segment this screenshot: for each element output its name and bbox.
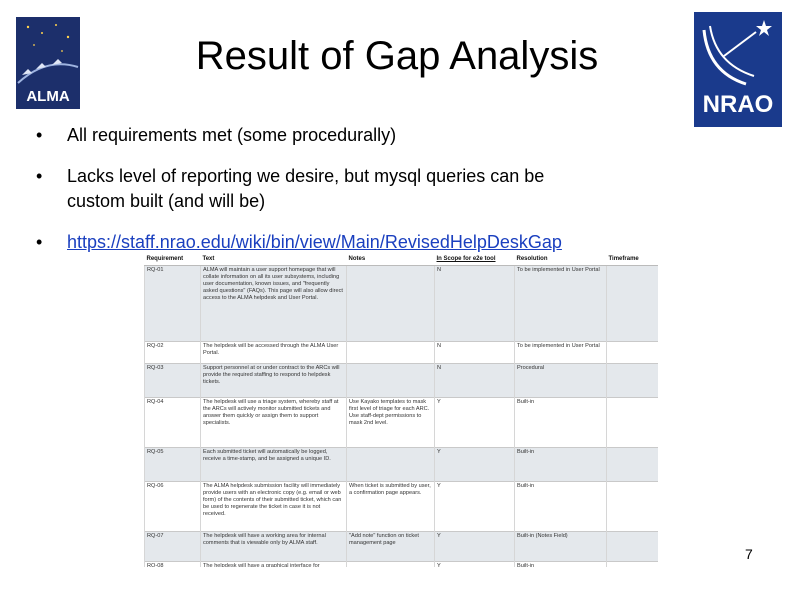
table-cell: Built-in xyxy=(515,482,607,532)
table-row xyxy=(145,342,659,364)
table-cell xyxy=(347,342,435,364)
bullet-2-text-line2: custom built (and will be) xyxy=(67,191,266,211)
table-cell: RQ-06 xyxy=(145,482,201,532)
table-cell: The helpdesk will have a graphical interface for xyxy=(201,562,347,568)
table-cell: When ticket is submitted by user, a confirmation page appears. xyxy=(347,482,435,532)
table-cell: Built-in xyxy=(515,398,607,448)
table-row xyxy=(145,532,659,562)
table-cell: RQ-01 xyxy=(145,266,201,342)
table-cell: The helpdesk will use a triage system, whereby staff at the ARCs will actively monitor submitted tickets and answer them quickly or assign them to support specialists. xyxy=(201,398,347,448)
gap-analysis-link[interactable]: https://staff.nrao.edu/wiki/bin/view/Main/RevisedHelpDeskGap xyxy=(67,232,562,252)
table-cell xyxy=(607,562,659,568)
bullet-1-text: All requirements met (some procedurally) xyxy=(67,125,397,145)
bullet-2-text: Lacks level of reporting we desire, but mysql queries can be xyxy=(67,166,545,186)
table-cell: N xyxy=(435,342,515,364)
gap-analysis-table xyxy=(144,254,658,567)
column-header: In Scope for e2e tool xyxy=(435,254,515,266)
table-row xyxy=(145,562,659,568)
alma-logo-text: ALMA xyxy=(26,88,70,105)
table-cell: Procedural xyxy=(515,364,607,398)
table-cell: RQ-04 xyxy=(145,398,201,448)
bullet-dot: • xyxy=(36,166,43,186)
table-cell xyxy=(607,364,659,398)
table-cell: To be implemented in User Portal xyxy=(515,342,607,364)
page-number: 7 xyxy=(745,546,753,562)
slide-title: Result of Gap Analysis xyxy=(195,34,599,78)
table-cell: RQ-05 xyxy=(145,448,201,482)
table-cell: To be implemented in User Portal xyxy=(515,266,607,342)
table-cell: Use Kayako templates to mask first level of triage for each ARC. Use staff-dept permissions to mask 2nd level. xyxy=(347,398,435,448)
bullet-dot: • xyxy=(36,232,43,252)
table-cell: "Add note" function on ticket management page xyxy=(347,532,435,562)
table-cell: N xyxy=(435,364,515,398)
table-cell: Built-in xyxy=(515,448,607,482)
table-cell: RQ-07 xyxy=(145,532,201,562)
table-cell: RQ-02 xyxy=(145,342,201,364)
table-row xyxy=(145,364,659,398)
table-row xyxy=(145,266,659,342)
table-cell xyxy=(607,342,659,364)
table-cell: RQ-08 xyxy=(145,562,201,568)
table-cell: ALMA will maintain a user support homepage that will collate information on all its user subsystems, including user documentation, known issues, and "frequently asked questions" (FAQs). This page will also allow direct access to the ALMA helpdesk and User Portal. xyxy=(201,266,347,342)
nrao-logo-text: NRAO xyxy=(702,91,774,118)
table-row xyxy=(145,398,659,448)
table-cell: Y xyxy=(435,398,515,448)
table-cell: Y xyxy=(435,562,515,568)
table-cell xyxy=(607,398,659,448)
table-cell xyxy=(347,364,435,398)
column-header: Timeframe xyxy=(607,254,659,266)
table-row xyxy=(145,448,659,482)
table-cell: RQ-03 xyxy=(145,364,201,398)
table-row xyxy=(145,482,659,532)
table-cell: The helpdesk will have a working area for internal comments that is viewable only by ALMA staff. xyxy=(201,532,347,562)
table-cell: Built-in (Notes Field) xyxy=(515,532,607,562)
table-cell: The helpdesk will be accessed through the ALMA User Portal. xyxy=(201,342,347,364)
table-cell xyxy=(607,532,659,562)
column-header: Resolution xyxy=(515,254,607,266)
column-header: Requirement xyxy=(145,254,201,266)
bullet-dot: • xyxy=(36,125,43,145)
table-cell: Y xyxy=(435,482,515,532)
gap-analysis-table-wrapper xyxy=(144,254,658,567)
column-header: Text xyxy=(201,254,347,266)
column-header: Notes xyxy=(347,254,435,266)
table-cell: Each submitted ticket will automatically be logged, receive a time-stamp, and be assigned a unique ID. xyxy=(201,448,347,482)
table-cell: Y xyxy=(435,532,515,562)
table-cell xyxy=(607,266,659,342)
table-cell xyxy=(607,482,659,532)
table-cell: Y xyxy=(435,448,515,482)
table-header-row xyxy=(145,254,659,266)
table-cell: Support personnel at or under contract to the ARCs will provide the required staffing to respond to helpdesk tickets. xyxy=(201,364,347,398)
table-cell xyxy=(347,266,435,342)
table-cell: Built-in xyxy=(515,562,607,568)
table-cell: The ALMA helpdesk submission facility will immediately provide users with an electronic copy (e.g. email or web form) of the contents of their submitted ticket, which can be used to regenerate the ticket in case it is not received. xyxy=(201,482,347,532)
table-cell: N xyxy=(435,266,515,342)
table-cell xyxy=(347,562,435,568)
table-cell xyxy=(607,448,659,482)
table-cell xyxy=(347,448,435,482)
